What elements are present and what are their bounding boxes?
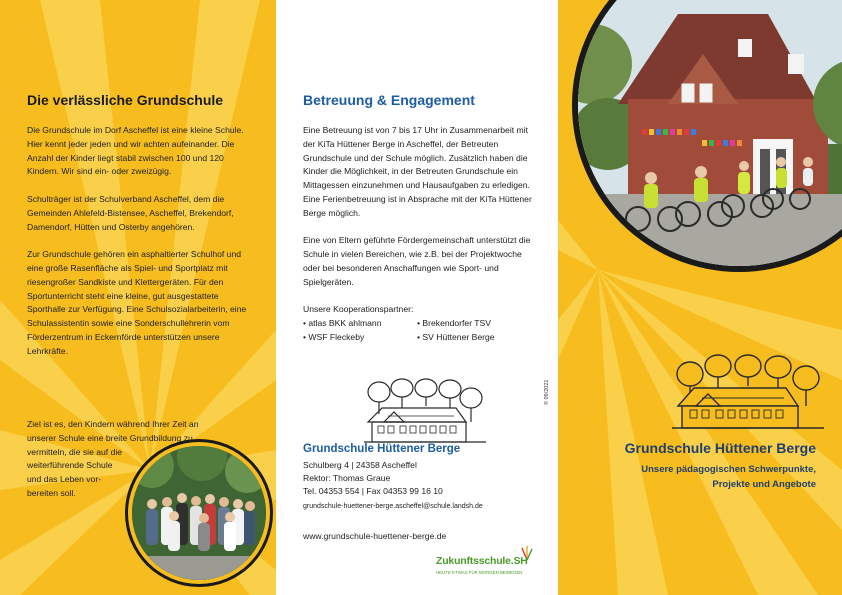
cover-subtitle-line: Projekte und Angebote <box>712 479 816 490</box>
zukunftsschule-logo <box>436 545 536 585</box>
partner-item: • Brekendorfer TSV <box>417 318 492 329</box>
school-building-drawing <box>672 352 824 430</box>
text-line: und das Leben vor- <box>27 474 102 485</box>
contact-block <box>303 443 543 513</box>
left-body <box>27 124 255 359</box>
contact-email[interactable]: grundschule-huettener-berge.ascheffel@schule.landsh.de <box>303 503 483 510</box>
partners-list <box>303 317 533 345</box>
paragraph: Eine von Eltern geführte Fördergemeinschaft unterstützt die Schule in vielen Bereichen, wie z.B. bei der Projektwoche oder bei besonderen Anschaffungen wie Sport- und Spielgeräten. <box>303 235 531 287</box>
paragraph: Die Grundschule im Dorf Ascheffel ist eine kleine Schule. Hier kennt jeder jeden und wir achten aufeinander. Die Anzahl der Kinder liegt stabil zwischen 100 und 120 Kindern. Wir sind ein- oder zweizügig. <box>27 125 244 177</box>
contact-phone: Tel. 04353 554 | Fax 04353 99 16 10 <box>303 486 443 496</box>
team-photo <box>128 442 270 584</box>
print-date-code: © 09/2021 <box>544 379 550 405</box>
text-line: weiterführende Schule <box>27 460 113 471</box>
contact-rector: Rektor: Thomas Graue <box>303 473 391 483</box>
left-panel <box>0 0 276 595</box>
middle-heading: Betreuung & Engagement <box>303 92 475 108</box>
right-panel <box>558 0 842 595</box>
logo-tagline: HEUTE ETWAS FÜR MORGEN BEWEGEN <box>436 570 523 575</box>
partner-item: • atlas BKK ahlmann <box>303 318 382 329</box>
text-line: bereiten soll. <box>27 487 76 498</box>
paragraph: Zur Grundschule gehören ein asphaltierter Schulhof und eine große Rasenfläche als Spiel- und Sportplatz mit riesengroßer Sandkiste und Klettergeräten. Für den Sportunterricht steht eine kleine, gut ausgestattete Sporthalle zur Verfügung. Eine Schulsozialarbeiterin, eine Schulassistentin sowie eine Sonderschullehrerin vom Förderzentrum in Eckernförde unterstützen unsere Lehrkräfte. <box>27 249 247 356</box>
paragraph: Schulträger ist der Schulverband Ascheffel, dem die Gemeinden Ahlefeld-Bistensee, Ascheffel, Brekendorf, Damendorf, Hütten und Osterby angehören. <box>27 193 234 232</box>
middle-panel <box>276 0 558 595</box>
team-photo-illustration <box>132 446 266 580</box>
text-line: unserer Schule eine breite Grundbildung zu <box>27 432 193 443</box>
logo-wordmark: Zukunftsschule.SH <box>436 555 528 567</box>
contact-address: Schulberg 4 | 24358 Ascheffel <box>303 460 417 470</box>
middle-body <box>303 124 533 345</box>
cover-title: Grundschule Hüttener Berge <box>624 440 816 456</box>
partner-item: • SV Hüttener Berge <box>417 331 495 342</box>
text-line: Ziel ist es, den Kindern während Ihrer Zeit an <box>27 419 199 429</box>
school-building-drawing <box>364 378 486 444</box>
cover-subtitle-line: Unsere pädagogischen Schwerpunkte, <box>641 464 816 475</box>
partner-item: • WSF Fleckeby <box>303 331 365 342</box>
text-line: vermitteln, die sie auf die <box>27 446 123 457</box>
paragraph: Eine Betreuung ist von 7 bis 17 Uhr in Zusammenarbeit mit der KiTa Hüttener Berge in Ascheffel, der Betreuten Grundschule und der Schule möglich. Zusätzlich haben die Kinder die Möglichkeit, in der Betreuten Grundschule ein Mittagessen einzunehmen und Hausaufgaben zu erledigen. Eine Ferienbetreuung ist in Absprache mit der KiTa Hüttener Berge möglich. <box>303 125 532 218</box>
website-link[interactable]: www.grundschule-huettener-berge.de <box>303 531 447 541</box>
contact-school-name: Grundschule Hüttener Berge <box>303 443 461 455</box>
partners-label: Unsere Kooperationspartner: <box>303 304 414 315</box>
left-heading: Die verlässliche Grundschule <box>27 92 224 108</box>
cover-title-block <box>558 440 816 492</box>
